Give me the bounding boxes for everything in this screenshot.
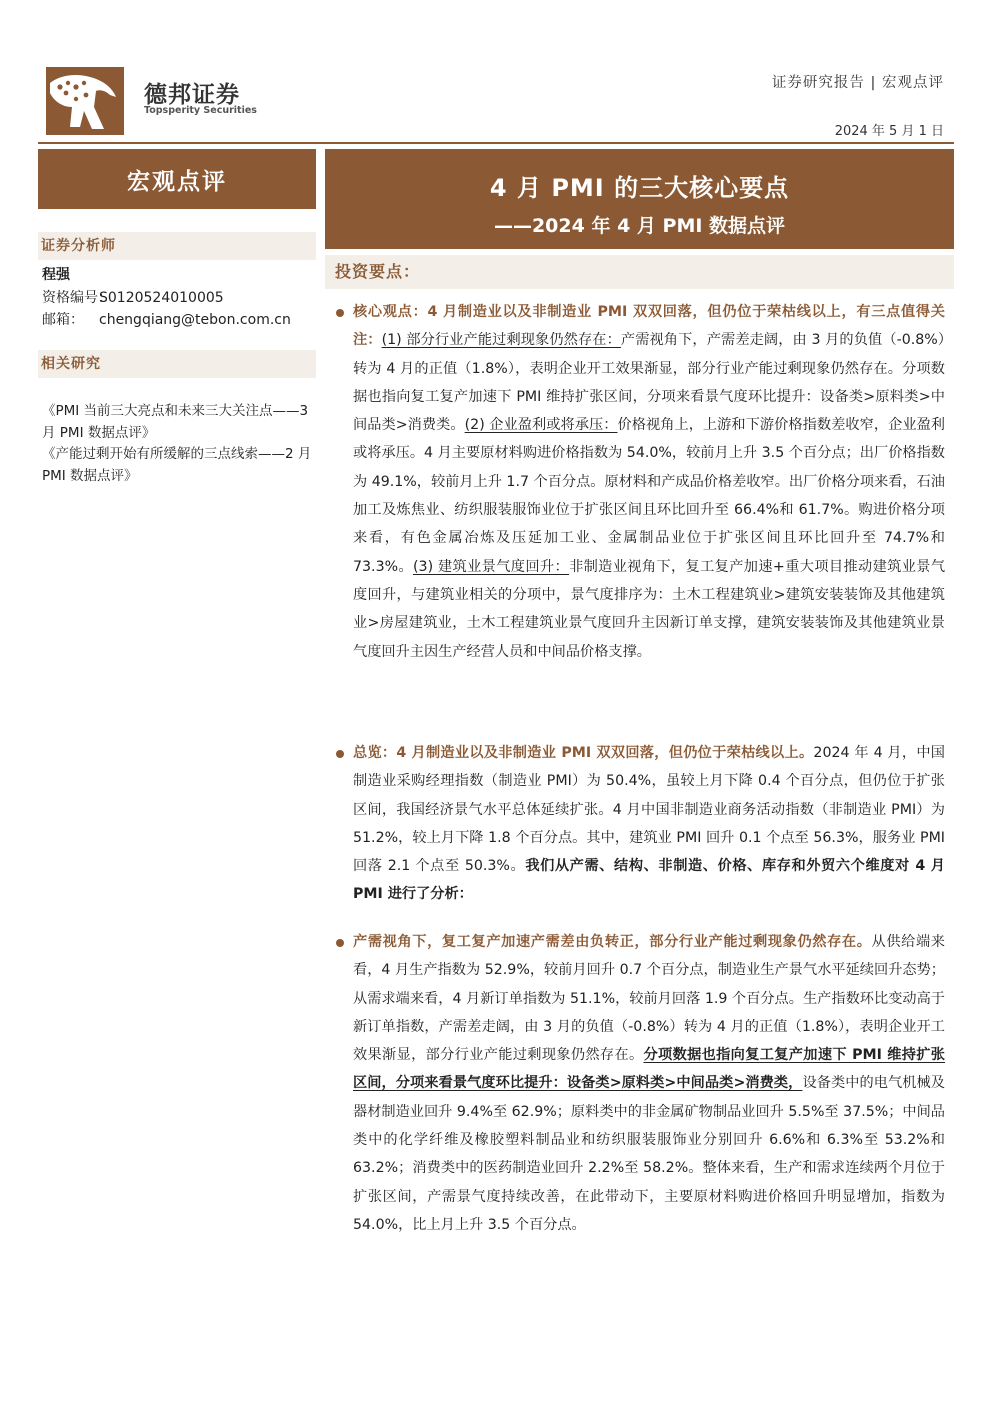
supply-demand-lead: 产需视角下，复工复产加速产需差由负转正，部分行业产能过剩现象仍然存在。 (353, 934, 872, 950)
analyst-name: 程强 (42, 267, 70, 283)
core-point-3: (3) 建筑业景气度回升： (413, 558, 570, 575)
cert-label: 资格编号： (42, 290, 112, 306)
core-point-1: (1) 部分行业产能过剩现象仍然存在： (381, 332, 621, 349)
report-type: 证券研究报告 | 宏观点评 (771, 75, 944, 91)
invest-section-header: 投资要点： (325, 255, 954, 289)
report-date: 2024 年 5 月 1 日 (834, 124, 944, 139)
email-label: 邮箱： (42, 312, 84, 328)
related-section-header: 相关研究 (38, 350, 316, 378)
overview-text: 2024 年 4 月，中国制造业采购经理指数（制造业 PMI）为 50.4%，虽较上月下降 0.4 个百分点，但仍位于扩张区间，我国经济景气水平总体延续扩张。4 月中国非制造业商务活动指数（非制造业 PMI）为 51.2%，较上月下降 1.8 个百分点。其中，建筑业 PMI 回升 0.1 个点至 56.3%，服务业 PMI 回落 2.1 个点至 50.3%。 (353, 745, 945, 875)
core-point-2-text: 价格视角上，上游和下游价格指数差收窄，企业盈利或将承压。4 月主要原材料购进价格指数为 54.0%，较前月上升 3.5 个百分点；出厂价格指数为 49.1%，较前月上升 1.7 个百分点。原材料和产成品价格差收窄。出厂价格分项来看，石油加工及炼焦业、纺织服装服饰业位于扩张区间且环比回升至 66.4%和 61.7%。购进价格分项来看，有色金属冶炼及压延加工业、金属制品业位于扩张区间且环比回升至 74.7%和 73.3%。 (353, 417, 945, 575)
overview-lead: 总览：4 月制造业以及非制造业 PMI 双双回落，但仍位于荣枯线以上。 (353, 745, 814, 761)
analyst-cert (42, 287, 224, 307)
cert-number: S0120524010005 (99, 290, 224, 306)
related-report-2[interactable]: 《产能过剩开始有所缓解的三点线索——2 月 PMI 数据点评》 (42, 446, 312, 484)
core-point-3-text: 非制造业视角下，复工复产加速+重大项目推动建筑业景气度回升，与建筑业相关的分项中，景气度排序为：土木工程建筑业>建筑安装装饰及其他建筑业>房屋建筑业，土木工程建筑业景气度回升主因新订单支撑，建筑安装装饰及其他建筑业景气度回升主因生产经营人员和中间品价格支撑。 (353, 558, 946, 660)
related-report-1[interactable]: 《PMI 当前三大亮点和未来三大关注点——3 月 PMI 数据点评》 (42, 403, 309, 441)
overview-paragraph (353, 739, 945, 909)
report-header (0, 0, 992, 145)
overview-conclusion: 我们从产需、结构、非制造、价格、库存和外贸六个维度对 4 月 PMI 进行了分析： (353, 858, 945, 903)
core-point-1-text: 产需视角下，产需差走阔，由 3 月的负值（-0.8%）转为 4 月的正值（1.8%），表明企业开工效果渐显，部分行业产能过剩现象仍然存在。分项数据也指向复工复产加速下 PMI 维持扩张区间，分项来看景气度环比提升：设备类>原料类>中间品类>消费类。 (353, 332, 945, 434)
category-banner: 宏观点评 (38, 149, 316, 209)
supply-demand-highlight: 分项数据也指向复工复产加速下 PMI 维持扩张区间，分项来看景气度环比提升：设备类>原料类>中间品类>消费类， (353, 1047, 945, 1092)
title-banner (325, 149, 954, 249)
supply-demand-text: 从供给端来看，4 月生产指数为 52.9%，较前月回升 0.7 个百分点，制造业生产景气水平延续回升态势；从需求端来看，4 月新订单指数为 51.1%，较前月回落 1.9 个百分点。生产指数环比变动高于新订单指数，产需差走阔，由 3 月的负值（-0.8%）转为 4 月的正值（1.8%），表明企业开工效果渐显，部分行业产能过剩现象仍然存在。 (353, 934, 945, 1064)
core-point-2: (2) 企业盈利或将承压： (464, 417, 618, 434)
bullet-icon (336, 309, 344, 317)
analyst-email (42, 309, 291, 329)
page-title: 4 月 PMI 的三大核心要点 (489, 174, 790, 202)
company-name-cn: 德邦证券 (144, 82, 240, 108)
supply-demand-paragraph (353, 928, 945, 1239)
bullet-icon (336, 939, 344, 947)
company-name-en: Topsperity Securities (144, 105, 257, 116)
core-view-lead: 核心观点：4 月制造业以及非制造业 PMI 双双回落，但仍位于荣枯线以上，有三点值得关注： (353, 304, 945, 349)
analyst-section-header: 证券分析师 (38, 232, 316, 260)
page-subtitle: ——2024 年 4 月 PMI 数据点评 (493, 215, 786, 237)
email-address[interactable]: chengqiang@tebon.com.cn (99, 312, 291, 328)
bullet-icon (336, 750, 344, 758)
header-divider (38, 142, 954, 144)
core-view-paragraph (353, 298, 945, 666)
supply-demand-detail: 设备类中的电气机械及器材制造业回升 9.4%至 62.9%；原料类中的非金属矿物制品业回升 5.5%至 37.5%；中间品类中的化学纤维及橡胶塑料制品业和纺织服装服饰业分别回升 6.6%和 6.3%至 53.2%和 63.2%；消费类中的医药制造业回升 2.2%至 58.2%。整体来看，生产和需求连续两个月位于扩张区间，产需景气度持续改善，在此带动下，主要原材料购进价格回升明显增加，指数为 54.0%，比上月上升 3.5 个百分点。 (353, 1075, 945, 1233)
leopard-logo-icon (46, 67, 124, 135)
